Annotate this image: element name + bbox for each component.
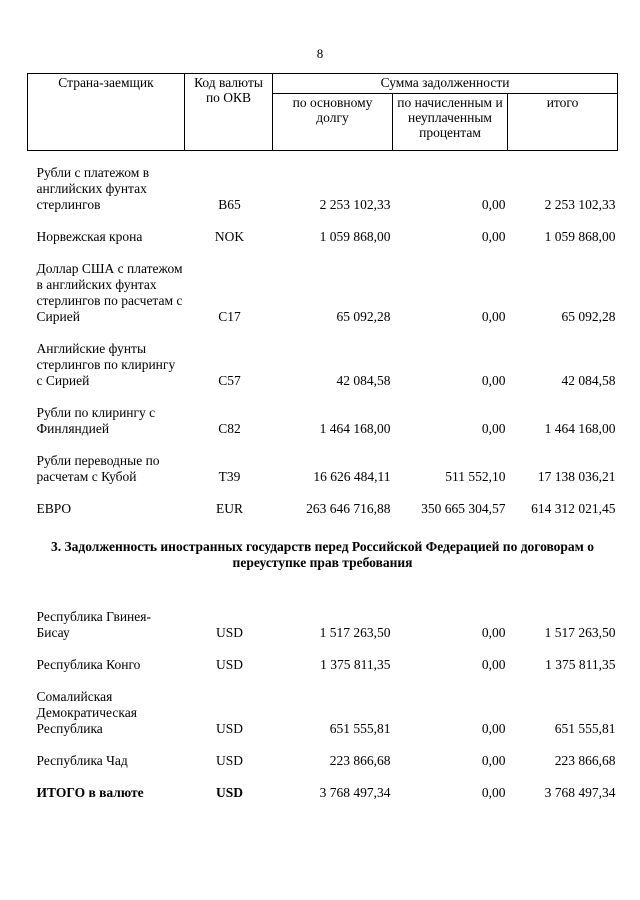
total-cell: 1 375 811,35 (545, 657, 616, 672)
interest-cell: 0,00 (481, 197, 506, 212)
country-cell: Рубли переводные по расчетам с Кубой (36, 453, 160, 484)
code-cell: USD (215, 785, 243, 800)
interest-cell: 0,00 (481, 229, 506, 244)
table-row (28, 609, 618, 641)
row-spacer (28, 737, 618, 753)
code-cell: USD (215, 721, 243, 736)
header-principal: по основному долгу (273, 94, 393, 151)
code-cell: NOK (214, 229, 245, 244)
page-number: 8 (316, 46, 324, 61)
principal-cell: 263 646 716,88 (306, 501, 391, 516)
interest-cell: 0,00 (481, 753, 506, 768)
interest-cell: 0,00 (481, 625, 506, 640)
table-row (28, 341, 618, 389)
country-cell: ИТОГО в валюте (36, 785, 144, 800)
total-cell: 42 084,58 (561, 373, 616, 388)
principal-cell: 651 555,81 (329, 721, 391, 736)
row-spacer (28, 213, 618, 229)
code-cell: B65 (218, 197, 241, 212)
principal-cell: 1 375 811,35 (320, 657, 391, 672)
header-total: итого (508, 94, 618, 151)
principal-cell: 65 092,28 (336, 309, 391, 324)
principal-cell: 1 464 168,00 (319, 421, 391, 436)
row-spacer (28, 595, 618, 609)
table-row (28, 785, 618, 801)
country-cell: Республика Конго (36, 657, 141, 672)
total-cell: 1 059 868,00 (544, 229, 616, 244)
code-cell: USD (215, 657, 243, 672)
table-body-countries (28, 595, 618, 769)
principal-cell: 42 084,58 (336, 373, 391, 388)
country-cell: Норвежская крона (36, 229, 143, 244)
interest-cell: 0,00 (481, 657, 506, 672)
interest-cell: 0,00 (481, 421, 506, 436)
total-cell: 614 312 021,45 (531, 501, 616, 516)
code-cell: C17 (218, 309, 241, 324)
interest-cell: 0,00 (481, 309, 506, 324)
table-row (28, 501, 618, 517)
country-cell: Рубли по клирингу с Финляндией (36, 405, 156, 436)
row-spacer (28, 389, 618, 405)
total-cell: 1 464 168,00 (544, 421, 616, 436)
interest-cell: 0,00 (481, 373, 506, 388)
total-cell: 651 555,81 (554, 721, 616, 736)
country-cell: Английские фунты стерлингов по клирингу с Сирией (36, 341, 176, 388)
total-cell: 2 253 102,33 (544, 197, 616, 212)
country-cell: Республика Гвинея-Бисау (36, 609, 151, 640)
code-cell: C57 (218, 373, 241, 388)
row-spacer (28, 437, 618, 453)
table-row (28, 453, 618, 485)
section-block (28, 517, 618, 595)
interest-cell: 0,00 (481, 785, 506, 800)
table-row (28, 165, 618, 213)
country-cell: Республика Чад (36, 753, 128, 768)
table-row (28, 229, 618, 245)
interest-cell: 0,00 (481, 721, 506, 736)
code-cell: C82 (218, 421, 241, 436)
table-row (28, 657, 618, 673)
header-country: Страна-заемщик (28, 74, 185, 151)
interest-cell: 511 552,10 (445, 469, 506, 484)
country-cell: Сомалийская Демократическая Республика (36, 689, 137, 736)
row-spacer (28, 325, 618, 341)
code-cell: EUR (216, 501, 243, 516)
principal-cell: 16 626 484,11 (313, 469, 391, 484)
total-cell: 17 138 036,21 (537, 469, 616, 484)
principal-cell: 1 517 263,50 (319, 625, 391, 640)
table-row (28, 405, 618, 437)
interest-cell: 350 665 304,57 (421, 501, 506, 516)
row-spacer (28, 485, 618, 501)
table-body-total (28, 769, 618, 801)
code-cell: T39 (218, 469, 241, 484)
code-cell: USD (215, 753, 243, 768)
country-cell: ЕВРО (36, 501, 72, 516)
table-row (28, 753, 618, 769)
row-spacer (28, 641, 618, 657)
row-spacer (28, 151, 618, 166)
principal-cell: 1 059 868,00 (319, 229, 391, 244)
row-spacer (28, 673, 618, 689)
row-spacer (28, 769, 618, 785)
country-cell: Доллар США с платежом в английских фунтах стерлингов по расчетам с Сирией (36, 261, 183, 324)
principal-cell: 223 866,68 (329, 753, 391, 768)
header-code: Код валюты по ОКВ (185, 74, 273, 151)
country-cell: Рубли с платежом в английских фунтах стерлингов (36, 165, 150, 212)
table-row (28, 689, 618, 737)
section-title: 3. Задолженность иностранных государств перед Российской Федерацией по договорам о переуступке прав требования (51, 539, 595, 570)
header-sum: Сумма задолженности (273, 74, 618, 94)
principal-cell: 3 768 497,34 (319, 785, 391, 800)
header-interest: по начисленным и неуплаченным процентам (393, 94, 508, 151)
total-cell: 223 866,68 (554, 753, 616, 768)
debt-table (27, 73, 618, 801)
table-row (28, 261, 618, 325)
principal-cell: 2 253 102,33 (319, 197, 391, 212)
total-cell: 65 092,28 (561, 309, 616, 324)
table-body-currencies (28, 151, 618, 518)
total-cell: 1 517 263,50 (544, 625, 616, 640)
row-spacer (28, 245, 618, 261)
table-header (28, 74, 618, 151)
code-cell: USD (215, 625, 243, 640)
total-cell: 3 768 497,34 (544, 785, 616, 800)
